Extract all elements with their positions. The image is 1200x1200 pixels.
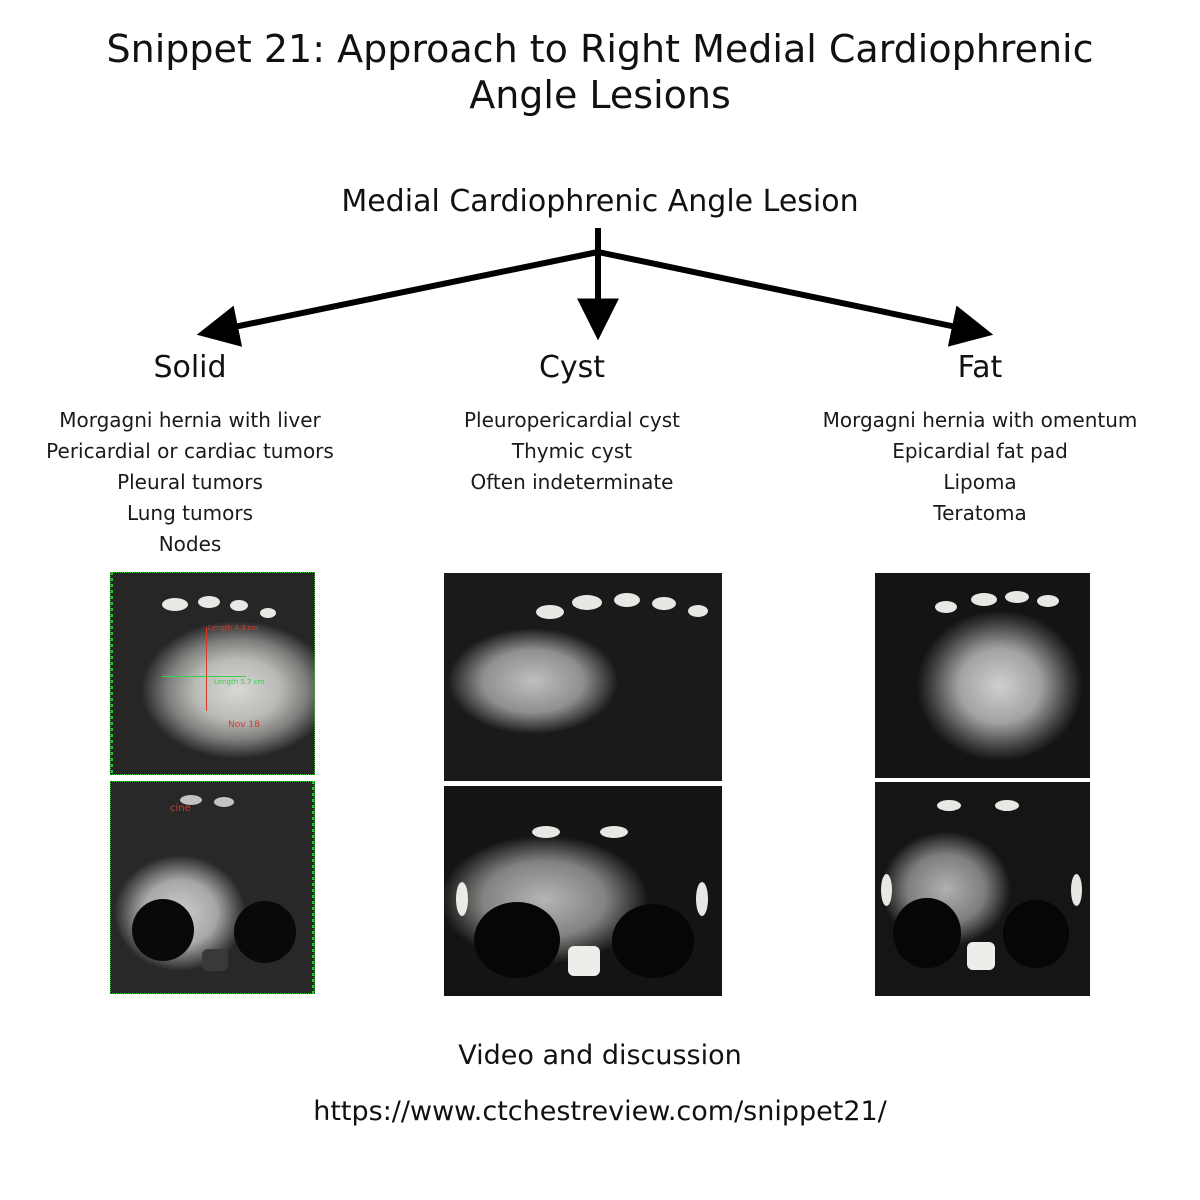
- branch-fat-list: [800, 405, 1160, 529]
- list-item: Thymic cyst: [511, 439, 633, 463]
- root-node-label: Medial Cardiophrenic Angle Lesion: [341, 184, 859, 219]
- branch-cyst-list: [392, 405, 752, 498]
- solid-mri-axial-image: [110, 781, 315, 994]
- branch-cyst-heading: Cyst: [538, 350, 606, 385]
- list-item: Lipoma: [943, 470, 1017, 494]
- fat-ct-axial-image: [875, 782, 1090, 996]
- branch-cyst: [392, 350, 752, 498]
- page-title: Snippet 21: Approach to Right Medial Cardiophrenic Angle Lesions: [106, 27, 1094, 118]
- annotation-series: cine: [170, 803, 191, 814]
- branch-solid: [10, 350, 370, 560]
- annotation-length-horizontal: Length 5.7 cm: [214, 678, 265, 686]
- list-item: Morgagni hernia with omentum: [822, 408, 1138, 432]
- branch-solid-heading: Solid: [153, 350, 227, 385]
- list-item: Pericardial or cardiac tumors: [46, 439, 334, 463]
- branch-fat: [800, 350, 1160, 529]
- footer-label: Video and discussion: [458, 1040, 742, 1071]
- list-item: Morgagni hernia with liver: [59, 408, 321, 432]
- fat-ct-sagittal-image: [875, 573, 1090, 778]
- solid-ct-sagittal-image: [110, 572, 315, 775]
- annotation-length-vertical: Length 4.3 cm: [208, 624, 259, 632]
- branch-fat-heading: Fat: [957, 350, 1003, 385]
- annotation-date: Nov 18: [228, 720, 260, 730]
- list-item: Lung tumors: [126, 501, 254, 525]
- list-item: Often indeterminate: [470, 470, 674, 494]
- cyst-ct-sagittal-image: [444, 573, 722, 781]
- list-item: Nodes: [158, 532, 222, 556]
- list-item: Epicardial fat pad: [892, 439, 1068, 463]
- branch-solid-list: [10, 405, 370, 560]
- list-item: Pleural tumors: [117, 470, 263, 494]
- list-item: Pleuropericardial cyst: [463, 408, 681, 432]
- cyst-ct-axial-image: [444, 786, 722, 996]
- list-item: Teratoma: [933, 501, 1027, 525]
- footer-url-link[interactable]: https://www.ctchestreview.com/snippet21/: [313, 1096, 887, 1127]
